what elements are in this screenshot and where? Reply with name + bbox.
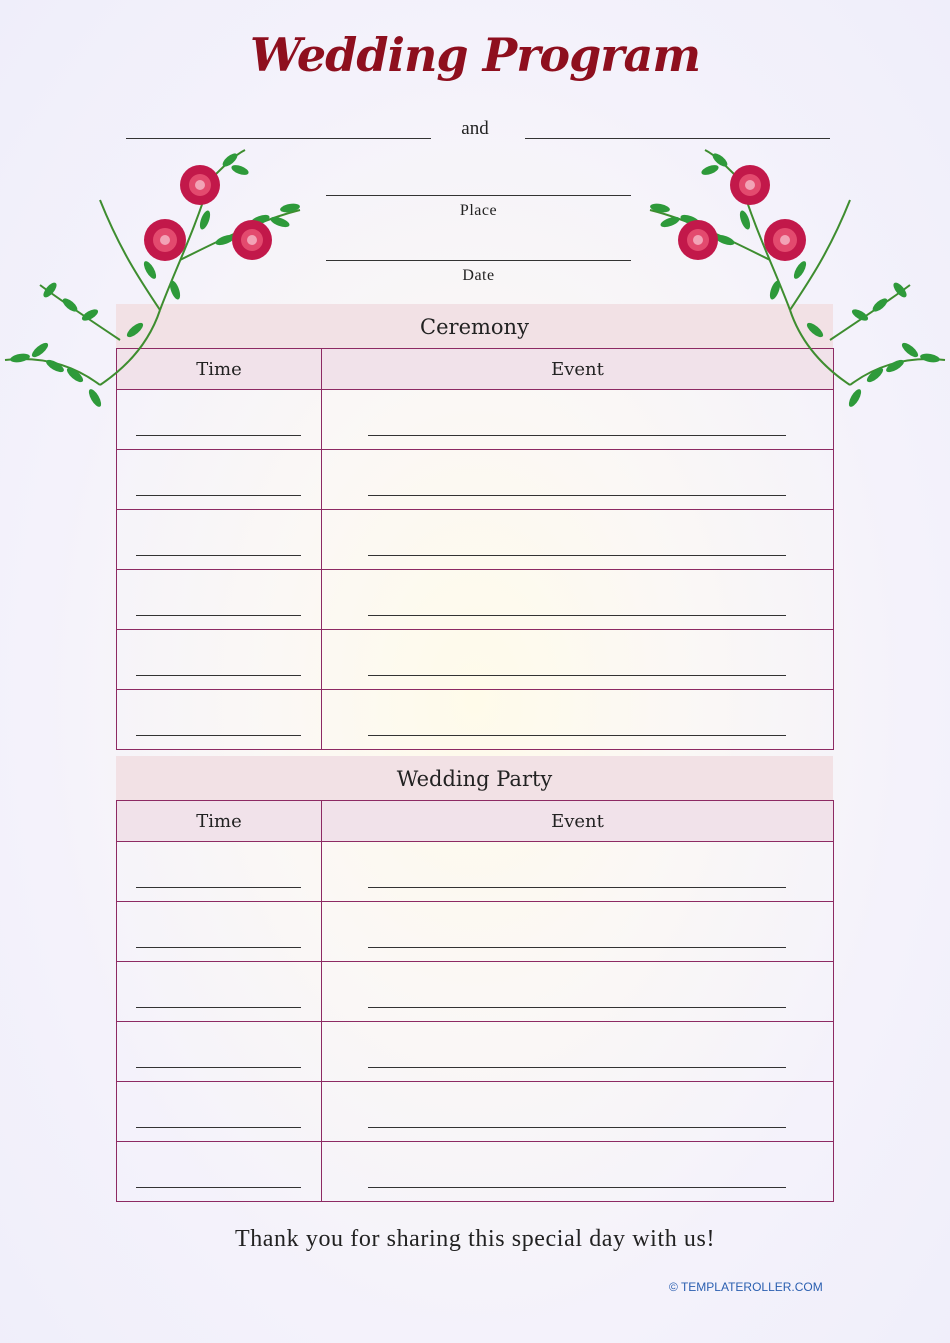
blank-line [368, 435, 786, 436]
and-label: and [461, 118, 489, 139]
blank-line [368, 1007, 786, 1008]
blank-line [368, 495, 786, 496]
event-cell[interactable] [322, 630, 834, 690]
couple-names-line [0, 118, 950, 142]
table-row [117, 962, 834, 1022]
document-title: Wedding Program [250, 28, 700, 82]
event-cell[interactable] [322, 1082, 834, 1142]
table-row [117, 1022, 834, 1082]
blank-line [368, 947, 786, 948]
thank-you-message: Thank you for sharing this special day with us! [234, 1226, 716, 1252]
place-field [326, 195, 631, 220]
table-row [117, 902, 834, 962]
date-line[interactable] [326, 260, 631, 261]
blank-line [136, 947, 301, 948]
ceremony-rows [117, 390, 834, 750]
wedding-party-title: Wedding Party [116, 756, 833, 800]
event-cell[interactable] [322, 690, 834, 750]
time-cell[interactable] [117, 902, 322, 962]
table-row [117, 450, 834, 510]
ceremony-time-header: Time [117, 349, 322, 390]
blank-line [368, 675, 786, 676]
blank-line [368, 735, 786, 736]
blank-line [136, 1067, 301, 1068]
blank-line [368, 887, 786, 888]
blank-line [136, 887, 301, 888]
blank-line [368, 1187, 786, 1188]
ceremony-title: Ceremony [116, 304, 833, 348]
time-cell[interactable] [117, 1022, 322, 1082]
blank-line [136, 615, 301, 616]
date-field [326, 260, 631, 285]
time-cell[interactable] [117, 510, 322, 570]
table-row [117, 842, 834, 902]
event-cell[interactable] [322, 1142, 834, 1202]
wedding-party-section [116, 756, 833, 1202]
time-cell[interactable] [117, 630, 322, 690]
blank-line [368, 615, 786, 616]
time-cell[interactable] [117, 1142, 322, 1202]
time-cell[interactable] [117, 450, 322, 510]
date-label: Date [462, 267, 495, 284]
event-cell[interactable] [322, 570, 834, 630]
floral-decoration-left-icon [0, 140, 320, 410]
time-cell[interactable] [117, 570, 322, 630]
blank-line [136, 1187, 301, 1188]
ceremony-event-header: Event [322, 349, 834, 390]
time-cell[interactable] [117, 1082, 322, 1142]
wedding-party-rows [117, 842, 834, 1202]
blank-line [136, 495, 301, 496]
blank-line [136, 735, 301, 736]
place-line[interactable] [326, 195, 631, 196]
floral-decoration-right-icon [630, 140, 950, 410]
table-row [117, 690, 834, 750]
blank-line [368, 555, 786, 556]
place-label: Place [459, 202, 498, 219]
blank-line [136, 555, 301, 556]
table-row [117, 1142, 834, 1202]
blank-line [368, 1067, 786, 1068]
table-row [117, 570, 834, 630]
event-cell[interactable] [322, 510, 834, 570]
time-cell[interactable] [117, 842, 322, 902]
event-cell[interactable] [322, 902, 834, 962]
wedding-party-event-header: Event [322, 801, 834, 842]
blank-line [136, 435, 301, 436]
event-cell[interactable] [322, 962, 834, 1022]
blank-line [136, 1007, 301, 1008]
name-2-line[interactable] [525, 138, 830, 139]
table-row [117, 510, 834, 570]
event-cell[interactable] [322, 1022, 834, 1082]
table-row [117, 1082, 834, 1142]
wedding-party-time-header: Time [117, 801, 322, 842]
wedding-party-header-row [117, 801, 834, 842]
event-cell[interactable] [322, 842, 834, 902]
time-cell[interactable] [117, 962, 322, 1022]
time-cell[interactable] [117, 690, 322, 750]
event-cell[interactable] [322, 450, 834, 510]
footer-link[interactable]: © TEMPLATEROLLER.COM [669, 1280, 823, 1294]
wedding-party-table [116, 800, 834, 1202]
blank-line [136, 675, 301, 676]
blank-line [136, 1127, 301, 1128]
table-row [117, 630, 834, 690]
blank-line [368, 1127, 786, 1128]
